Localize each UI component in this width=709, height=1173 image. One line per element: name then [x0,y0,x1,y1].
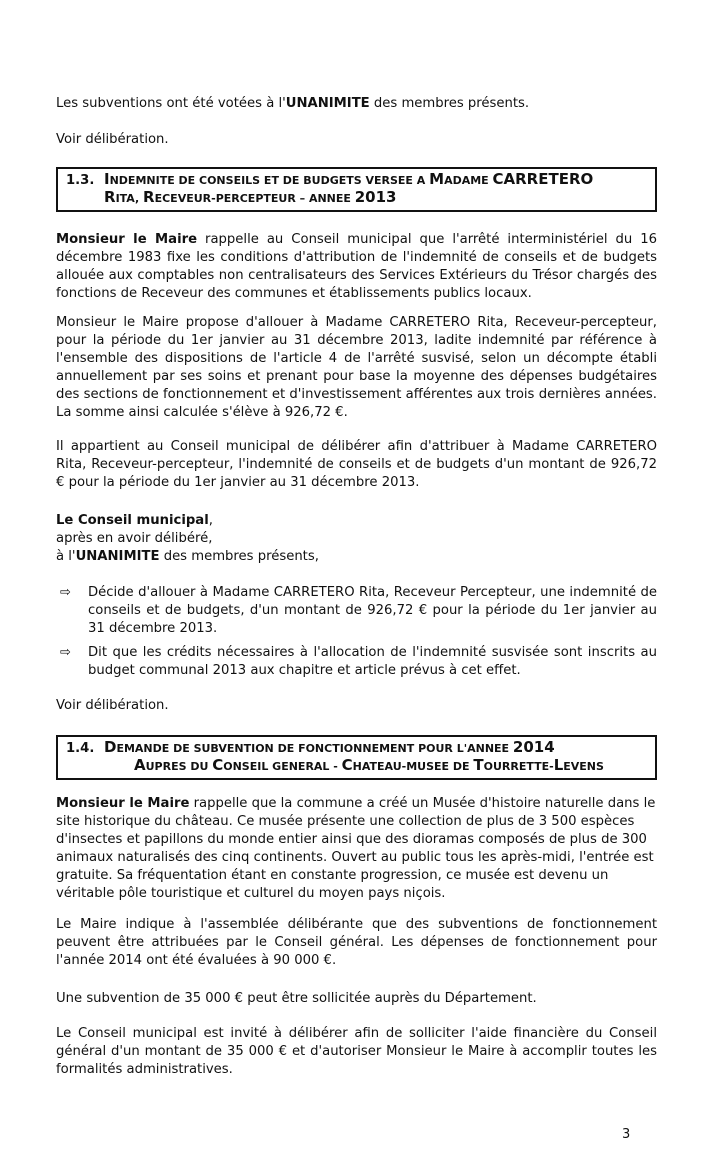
section-1-3-heading-line1 [66,171,647,189]
page-number: 3 [622,1127,631,1142]
section-1-3-heading [56,167,657,212]
section-1-3-para-3: Il appartient au Conseil municipal de délibérer afin d'attribuer à Madame CARRETERO Rita, Receveur-percepteur, l'indemnité de conseils et de budgets d'un montant de 926,72 € pour la période du 1er janvier au 31 décembre 2013. [56,439,657,490]
heading-capital: L [553,756,564,774]
heading-capital: C [212,756,224,774]
heading-capital: D [104,738,117,756]
section-1-3-heading-line2 [66,189,647,207]
decision-item [56,584,657,638]
after-deliberation: après en avoir délibéré, [56,531,213,546]
decision-item [56,644,657,680]
intro-text: Les subventions ont été votées à l' [56,96,286,111]
section-1-3-title-part2 [104,188,397,206]
heading-smallcaps: NDEMNITE DE CONSEILS ET DE BUDGETS VERSEE A [109,174,430,187]
section-1-4-number: 1.4. [66,741,95,756]
heading-smallcaps: ITA, [115,192,144,205]
heading-capital: CARRETERO [492,170,594,188]
heading-capital: 2014 [512,738,555,756]
heading-capital: I [104,170,110,188]
council-comma: , [208,513,213,528]
heading-capital: T [473,756,484,774]
section-1-4-title-part2 [134,756,604,774]
heading-capital: R [143,188,155,206]
section-1-3-para-2: Monsieur le Maire propose d'allouer à Madame CARRETERO Rita, Receveur-percepteur, pour la période du 1er janvier au 31 décembre 2013, ladite indemnité par référence à l'ensemble des dispositions de l'article 4 de l'arrêté susvisé, selon un décompte établi annuellement par ses soins et prenant pour base la moyenne des dépenses budgétaires des sections de fonctionnement et d'investissement afférentes aux trois dernières années. La somme ainsi calculée s'élève à 926,72 €. [56,315,657,420]
council-label [56,512,657,530]
heading-smallcaps: ECEVEUR-PERCEPTEUR – ANNEE [154,192,355,205]
heading-smallcaps: EMANDE DE SUBVENTION DE FONCTIONNEMENT POUR L'ANNEE [116,742,513,755]
section-1-3-para-1 [56,231,657,303]
section-1-4-para-1-text: rappelle que la commune a créé un Musée d'histoire naturelle dans le site historique du château. Ce musée présente une collection de plus de 3 500 espèces d'insectes et papillons du monde entier ainsi que des dioramas composés de plus de 300 animaux naturalisés des cinq continents. Ouvert au public tous les après-midi, l'entrée est gratuite. Sa fréquentation étant en constante progression, ce musée est devenu un véritable pôle touristique et culturel du moyen pays niçois. [56,796,656,901]
council-decision-block [56,512,657,566]
unanimite-label: UNANIMITE [285,96,370,111]
monsieur-le-maire-2: Monsieur le Maire [56,796,190,811]
section-1-4-heading-line2 [66,757,647,775]
heading-capital: R [104,188,116,206]
heading-smallcaps: OURRETTE- [483,760,554,773]
section-1-4-para-4: Le Conseil municipal est invité à délibérer afin de solliciter l'aide financière du Conseil général d'un montant de 35 000 € et d'autoriser Monsieur le Maire à accomplir toutes les formalités administratives. [56,1026,657,1077]
voir-deliberation-2: Voir délibération. [56,698,169,713]
decision-item-text: Dit que les crédits nécessaires à l'allocation de l'indemnité susvisée sont inscrits au budget communal 2013 aux chapitre et article prévus à cet effet. [88,645,657,678]
heading-capital: 2013 [354,188,397,206]
section-1-4-heading-line1 [66,739,647,757]
arrow-right-icon: ⇨ [60,585,71,600]
unanimity-pre: à l' [56,549,76,564]
section-1-4-heading [56,735,657,780]
heading-smallcaps: EVENS [563,760,604,773]
heading-smallcaps: ADAME [444,174,493,187]
section-1-4-para-1 [56,795,657,903]
heading-capital: M [429,170,445,188]
heading-capital: A [134,756,146,774]
heading-smallcaps: UPRES DU [145,760,213,773]
section-1-3-number: 1.3. [66,173,95,188]
heading-capital: C [341,756,353,774]
decision-item-text: Décide d'allouer à Madame CARRETERO Rita, Receveur Percepteur, une indemnité de conseils et de budgets, d'un montant de 926,72 € pour la période du 1er janvier au 31 décembre 2013. [88,585,657,636]
decision-list [56,584,657,680]
section-1-3-para-1-text: rappelle au Conseil municipal que l'arrêté interministériel du 16 décembre 1983 fixe les conditions d'attribution de l'indemnité de conseils et de budgets allouée aux comptables non centralisateurs des Services Extérieurs du Trésor chargés des fonctions de Receveur des communes et établissements publics locaux. [56,232,657,301]
intro-vote-line [56,95,657,113]
intro-text-end: des membres présents. [369,96,530,111]
arrow-right-icon: ⇨ [60,645,71,660]
unanimite-label-2: UNANIMITE [75,549,160,564]
voir-deliberation-1: Voir délibération. [56,132,169,147]
section-1-3-title-part1 [104,170,594,188]
monsieur-le-maire: Monsieur le Maire [56,232,198,247]
section-1-4-title-part1 [104,738,555,756]
council-bold: Le Conseil municipal [56,513,209,528]
section-1-4-para-3: Une subvention de 35 000 € peut être sollicitée auprès du Département. [56,991,537,1006]
unanimity-line [56,548,657,566]
heading-smallcaps: ONSEIL GENERAL - [223,760,342,773]
section-1-4-para-2: Le Maire indique à l'assemblée délibérante que des subventions de fonctionnement peuvent être attribuées par le Conseil général. Les dépenses de fonctionnement pour l'année 2014 ont été évaluées à 90 000 €. [56,917,657,968]
unanimity-post: des membres présents, [159,549,319,564]
heading-smallcaps: HATEAU-MUSEE DE [352,760,474,773]
